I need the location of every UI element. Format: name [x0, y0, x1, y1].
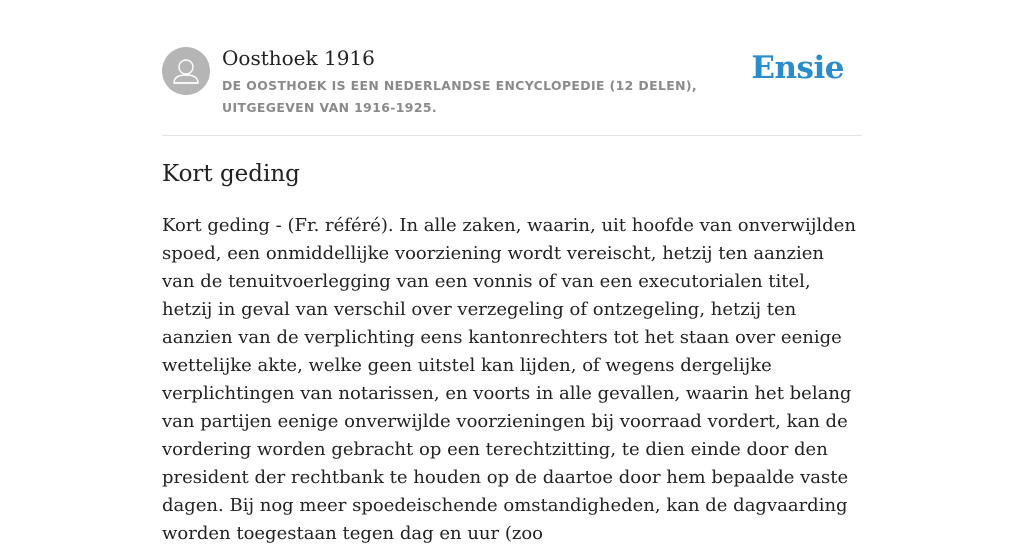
article-body: Kort geding - (Fr. référé). In alle zaken, waarin, uit hoofde van onverwijlden spoed, een onmiddellijke voorziening wordt vereischt, hetzij ten aanzien van de tenuitvoerlegging van een vonnis of van een executorialen titel, hetzij in geval van verschil over verzegeling of ontzegeling, hetzij ten aanzien van de verplichting eens kantonrechters tot het staan over eenige wettelijke akte, welke geen uitstel kan lijden, of wegens dergelijke verplichtingen van notarissen, en voorts in alle gevallen, waarin het belang van partijen eenige onverwijlde voorzieningen bij voorraad vordert, kan de vordering worden gebracht op een terechtzitting, te dien einde door den president der rechtbank te houden op de daartoe door hem bepaalde vaste dagen. Bij nog meer spoedeischende omstandigheden, kan de dagvaarding worden toegestaan tegen dag en uur (zoo — [162, 215, 856, 544]
source-info — [222, 44, 762, 119]
avatar[interactable] — [162, 47, 210, 95]
source-title-link[interactable]: Oosthoek 1916 — [222, 46, 375, 70]
brand-logo[interactable]: Ensie — [751, 50, 844, 86]
source-description: DE OOSTHOEK IS EEN NEDERLANDSE ENCYCLOPEDIE (12 DELEN), UITGEGEVEN VAN 1916-1925. — [222, 78, 698, 115]
article-title: Kort geding — [162, 161, 300, 187]
source-header — [162, 0, 862, 136]
user-icon — [162, 47, 210, 95]
content-container — [162, 0, 862, 544]
